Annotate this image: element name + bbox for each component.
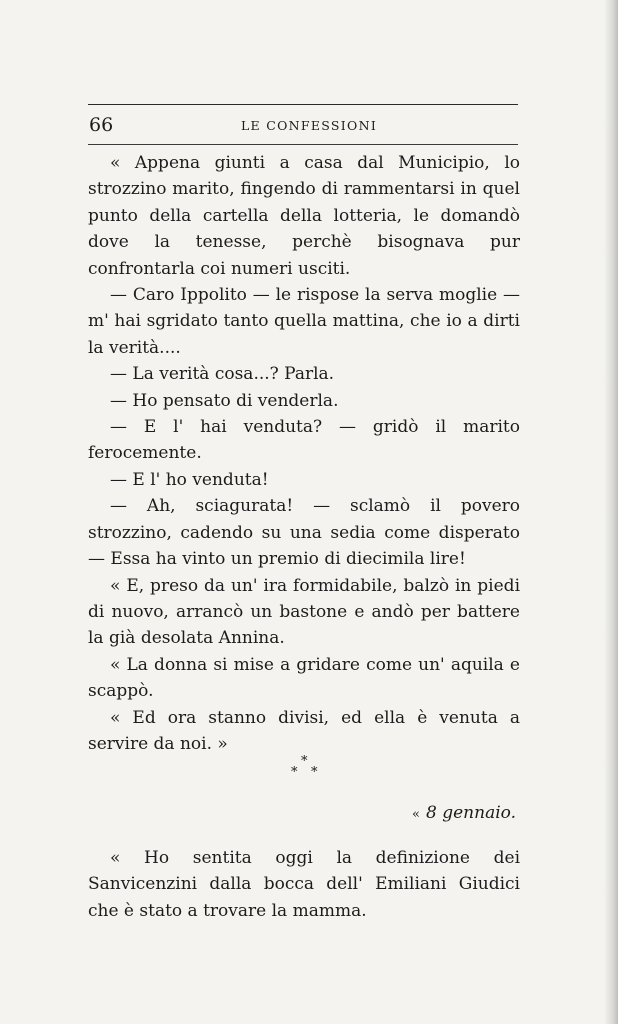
- paragraph: — La verità cosa...? Parla.: [110, 364, 335, 385]
- paragraph: « Appena giunti a casa dal Municipio, lo strozzino marito, fingendo di rammentarsi in quel punto della cartella della lotteria, le domandò dove la tenesse, perchè bisognava pur confrontarla coi numeri usciti.: [88, 153, 520, 279]
- page-edge-shadow: [604, 0, 618, 1024]
- paragraph: « E, preso da un' ira formidabile, balzò in piedi di nuovo, arrancò un bastone e andò per battere la già desolata Annina.: [88, 575, 520, 649]
- asterism: [280, 755, 330, 785]
- entry-text: [88, 845, 520, 924]
- paragraph: — Ah, sciagurata! — sclamò il povero strozzino, cadendo su una sedia come disperato — Essa ha vinto un premio di diecimila lire!: [88, 496, 520, 570]
- paragraph: — Ho pensato di venderla.: [110, 390, 339, 411]
- asterism-star: *: [311, 765, 318, 780]
- header-rule-bottom: [88, 144, 518, 145]
- paragraph: « Ed ora stanno divisi, ed ella è venuta a servire da noi. »: [88, 707, 520, 754]
- paragraph: — E l' hai venduta? — gridò il marito ferocemente.: [88, 417, 520, 464]
- paragraph: « Ho sentita oggi la definizione dei Sanvicenzini dalla bocca dell' Emiliani Giudici che è stato a trovare la mamma.: [88, 848, 520, 921]
- dateline: [412, 801, 516, 827]
- paragraph: « La donna si mise a gridare come un' aquila e scappò.: [88, 654, 520, 702]
- running-head: LE CONFESSIONI: [240, 118, 378, 133]
- page-number: 66: [89, 114, 114, 136]
- body-text: [88, 150, 520, 757]
- dateline-open-quote: «: [412, 807, 421, 822]
- dateline-text: 8 gennaio.: [426, 803, 516, 823]
- asterism-star: *: [291, 765, 298, 780]
- paragraph: — E l' ho venduta!: [110, 469, 269, 490]
- asterism-star: *: [301, 754, 308, 769]
- header-rule-top: [88, 104, 518, 105]
- paragraph: — Caro Ippolito — le rispose la serva moglie — m' hai sgridato tanto quella mattina, che io a dirti la verità....: [88, 285, 520, 358]
